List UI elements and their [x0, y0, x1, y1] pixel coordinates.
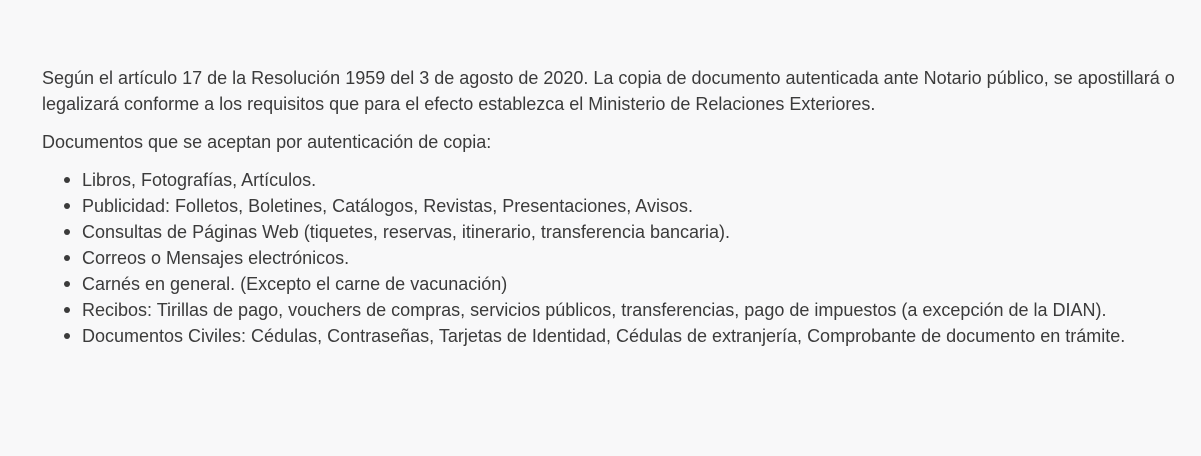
document-content: [42, 65, 1182, 349]
accepted-documents-list: [42, 167, 1182, 349]
list-item: Libros, Fotografías, Artículos.: [82, 167, 1182, 193]
list-item: Correos o Mensajes electrónicos.: [82, 245, 1182, 271]
list-item: Recibos: Tirillas de pago, vouchers de compras, servicios públicos, transferencias, pago de impuestos (a excepción de la DIAN).: [82, 297, 1182, 323]
list-item: Carnés en general. (Excepto el carne de vacunación): [82, 271, 1182, 297]
accepted-documents-heading: Documentos que se aceptan por autenticación de copia:: [42, 132, 492, 152]
list-item: Publicidad: Folletos, Boletines, Catálogos, Revistas, Presentaciones, Avisos.: [82, 193, 1182, 219]
list-item: Consultas de Páginas Web (tiquetes, reservas, itinerario, transferencia bancaria).: [82, 219, 1182, 245]
list-item: Documentos Civiles: Cédulas, Contraseñas, Tarjetas de Identidad, Cédulas de extranjería, Comprobante de documento en trámite.: [82, 323, 1182, 349]
intro-paragraph: Según el artículo 17 de la Resolución 1959 del 3 de agosto de 2020. La copia de documento autenticada ante Notario público, se apostillará o legalizará conforme a los requisitos que para el efecto establezca el Ministerio de Relaciones Exteriores.: [42, 68, 1175, 114]
